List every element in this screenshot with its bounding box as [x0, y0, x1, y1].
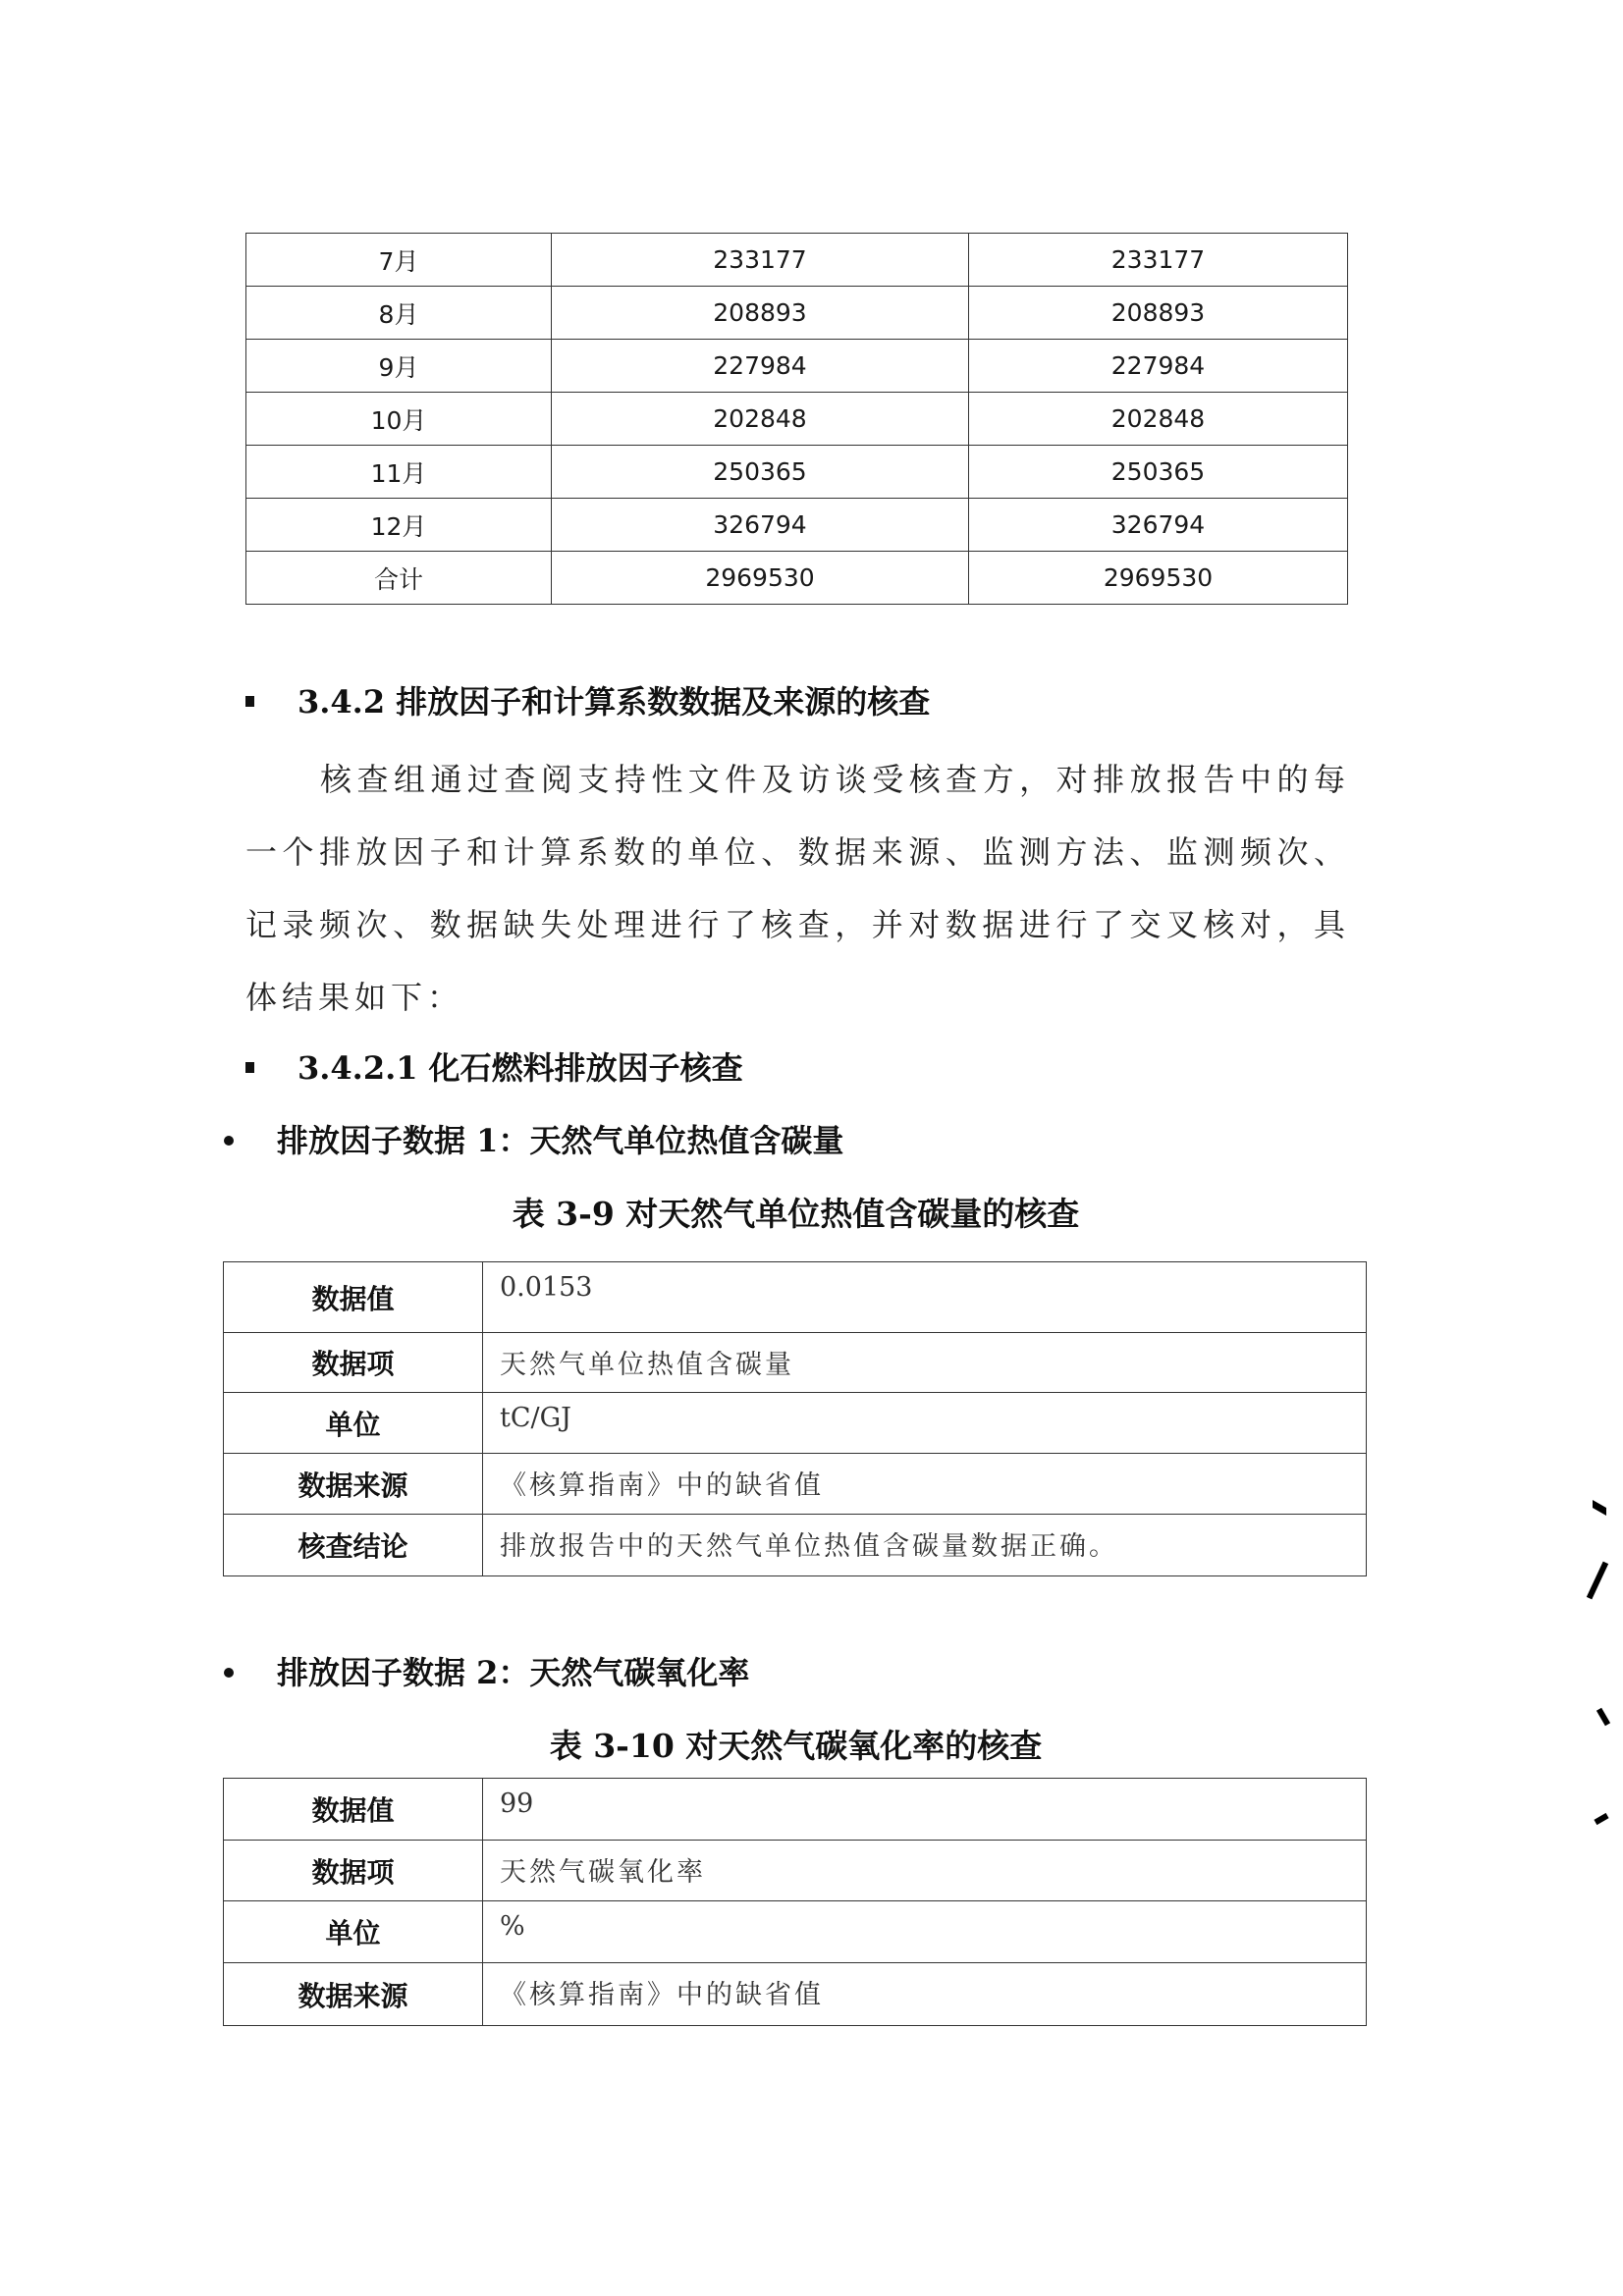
heading-text: 3.4.2.1 化石燃料排放因子核查 [298, 1049, 743, 1087]
stamp-mark [1593, 1500, 1606, 1516]
table-3-10 [223, 1778, 1367, 2026]
table-row [246, 287, 1348, 340]
heading-text: 3.4.2 排放因子和计算系数数据及来源的核查 [298, 683, 931, 721]
value-cell: 227984 [552, 340, 969, 393]
total-value-cell: 2969530 [969, 552, 1348, 605]
month-cell: 10月 [246, 393, 552, 446]
stamp-mark [1594, 1813, 1608, 1825]
monthly-consumption-table [245, 233, 1348, 605]
month-cell: 11月 [246, 446, 552, 499]
section-heading-3-4-2-1 [245, 1043, 743, 1089]
total-label-cell: 合计 [246, 552, 552, 605]
row-label: 单位 [224, 1901, 483, 1963]
row-label: 数据值 [224, 1779, 483, 1841]
value-cell: 202848 [552, 393, 969, 446]
table-row [224, 1963, 1367, 2026]
value-cell: 233177 [552, 234, 969, 287]
row-value: 《核算指南》中的缺省值 [483, 1454, 1367, 1515]
row-label: 数据项 [224, 1333, 483, 1393]
row-label: 数据值 [224, 1262, 483, 1333]
row-value: 天然气单位热值含碳量 [483, 1333, 1367, 1393]
month-cell: 7月 [246, 234, 552, 287]
month-cell: 9月 [246, 340, 552, 393]
table-3-9-caption: 表 3-9 对天然气单位热值含碳量的核查 [512, 1195, 1080, 1233]
table-row [224, 1333, 1367, 1393]
row-label: 数据来源 [224, 1963, 483, 2026]
table-row [224, 1454, 1367, 1515]
bullet-text: 排放因子数据 1：天然气单位热值含碳量 [277, 1122, 844, 1159]
factor-2-heading [224, 1648, 749, 1693]
row-label: 数据项 [224, 1841, 483, 1901]
table-row [224, 1393, 1367, 1454]
row-value: tC/GJ [483, 1393, 1367, 1454]
scan-edge-stamp-fragment [1591, 1502, 1623, 1855]
table-row [224, 1841, 1367, 1901]
total-value-cell: 2969530 [552, 552, 969, 605]
table-row [246, 340, 1348, 393]
table-row [246, 234, 1348, 287]
table-row [224, 1779, 1367, 1841]
month-cell: 8月 [246, 287, 552, 340]
bullet-text: 排放因子数据 2：天然气碳氧化率 [277, 1654, 750, 1691]
value-cell: 250365 [969, 446, 1348, 499]
bullet-dot-icon [224, 1668, 234, 1678]
table-row [224, 1262, 1367, 1333]
bullet-dot-icon [224, 1136, 234, 1146]
table-row [246, 499, 1348, 552]
stamp-mark [1587, 1562, 1608, 1600]
row-label: 核查结论 [224, 1515, 483, 1576]
row-label: 数据来源 [224, 1454, 483, 1515]
value-cell: 326794 [969, 499, 1348, 552]
value-cell: 202848 [969, 393, 1348, 446]
body-paragraph: 核查组通过查阅支持性文件及访谈受核查方，对排放报告中的每一个排放因子和计算系数的单位、数据来源、监测方法、监测频次、记录频次、数据缺失处理进行了核查，并对数据进行了交叉核对，具体结果如下： [245, 761, 1350, 1016]
table-row [246, 446, 1348, 499]
square-bullet-icon [245, 696, 254, 707]
value-cell: 227984 [969, 340, 1348, 393]
value-cell: 326794 [552, 499, 969, 552]
row-value: 天然气碳氧化率 [483, 1841, 1367, 1901]
row-value: % [483, 1901, 1367, 1963]
row-value: 排放报告中的天然气单位热值含碳量数据正确。 [483, 1515, 1367, 1576]
table-3-9 [223, 1261, 1367, 1576]
row-value: 《核算指南》中的缺省值 [483, 1963, 1367, 2026]
value-cell: 208893 [969, 287, 1348, 340]
value-cell: 233177 [969, 234, 1348, 287]
row-value: 0.0153 [483, 1262, 1367, 1333]
stamp-mark [1596, 1708, 1610, 1727]
table-3-10-caption: 表 3-10 对天然气碳氧化率的核查 [549, 1727, 1043, 1765]
table-row [224, 1901, 1367, 1963]
row-label: 单位 [224, 1393, 483, 1454]
square-bullet-icon [245, 1062, 254, 1073]
factor-1-heading [224, 1116, 843, 1161]
value-cell: 250365 [552, 446, 969, 499]
row-value: 99 [483, 1779, 1367, 1841]
table-row-total [246, 552, 1348, 605]
table-row [224, 1515, 1367, 1576]
section-heading-3-4-2 [245, 677, 930, 722]
table-row [246, 393, 1348, 446]
value-cell: 208893 [552, 287, 969, 340]
month-cell: 12月 [246, 499, 552, 552]
